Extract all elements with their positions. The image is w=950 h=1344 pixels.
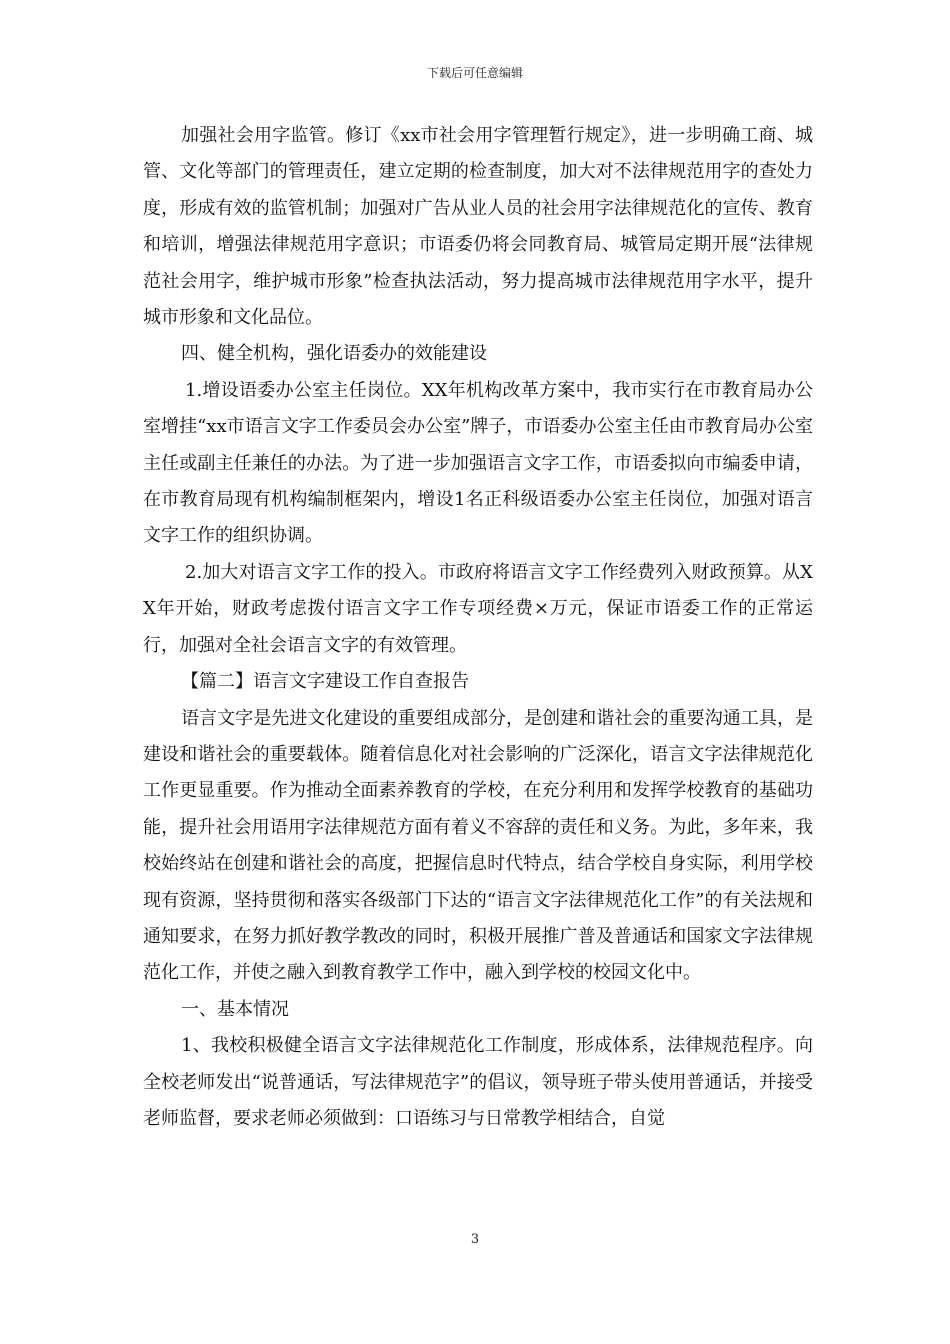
paragraph-item-1: 1.增设语委办公室主任岗位。XX年机构改革方案中，我市实行在市教育局办公室增挂“xx市语言文字工作委员会办公室”牌子，市语委办公室主任由市教育局办公室主任或副主任兼任的办法。为了进一步加强语言文字工作，市语委拟向市编委申请，在市教育局现有机构编制框架内，增设1名正科级语委办公室主任岗位，加强对语言文字工作的组织协调。 (143, 379, 813, 547)
paragraph-item-2: 2.加大对语言文字工作的投入。市政府将语言文字工作经费列入财政预算。从XX年开始，财政考虑拨付语言文字工作专项经费×万元，保证市语委工作的正常运行，加强对全社会语言文字的有效管理。 (143, 561, 813, 656)
article-heading-part-2: 【篇二】语言文字建设工作自查报告 (181, 671, 469, 693)
paragraph-intro: 语言文字是先进文化建设的重要组成部分，是创建和谐社会的重要沟通工具，是建设和谐社会的重要载体。随着信息化对社会影响的广泛深化，语言文字法律规范化工作更显重要。作为推动全面素养教育的学校，在充分利用和发挥学校教育的基础功能，提升社会用语用字法律规范方面有着义不容辞的责任和义务。为此，多年来，我校始终站在创建和谐社会的高度，把握信息时代特点，结合学校自身实际，利用学校现有资源，坚持贯彻和落实各级部门下达的“语言文字法律规范化工作”的有关法规和通知要求，在努力抓好教学教改的同时，积极开展推广普及普通话和国家文字法律规范化工作，并使之融入到教育教学工作中，融入到学校的校园文化中。 (143, 707, 813, 984)
document-body (143, 118, 813, 1137)
page-header: 下载后可任意编辑 (426, 66, 523, 80)
paragraph-basic-1: 1、我校积极健全语言文字法律规范化工作制度，形成体系，法律规范程序。向全校老师发出“说普通话，写法律规范字”的倡议，领导班子带头使用普通话，并接受老师监督，要求老师必须做到：口语练习与日常教学相结合，自觉 (143, 1035, 813, 1129)
section-heading-1: 一、基本情况 (181, 998, 289, 1020)
paragraph-supervision: 加强社会用字监管。修订《xx市社会用字管理暂行规定》，进一步明确工商、城管、文化等部门的管理责任，建立定期的检查制度，加大对不法律规范用字的查处力度，形成有效的监管机制；加强对广告从业人员的社会用字法律规范化的宣传、教育和培训，增强法律规范用字意识；市语委仍将会同教育局、城管局定期开展“法律规范社会用字，维护城市形象”检查执法活动，努力提高城市法律规范用字水平，提升城市形象和文化品位。 (143, 125, 813, 329)
page-number: 3 (470, 1232, 480, 1247)
section-heading-4: 四、健全机构，强化语委办的效能建设 (181, 343, 487, 365)
